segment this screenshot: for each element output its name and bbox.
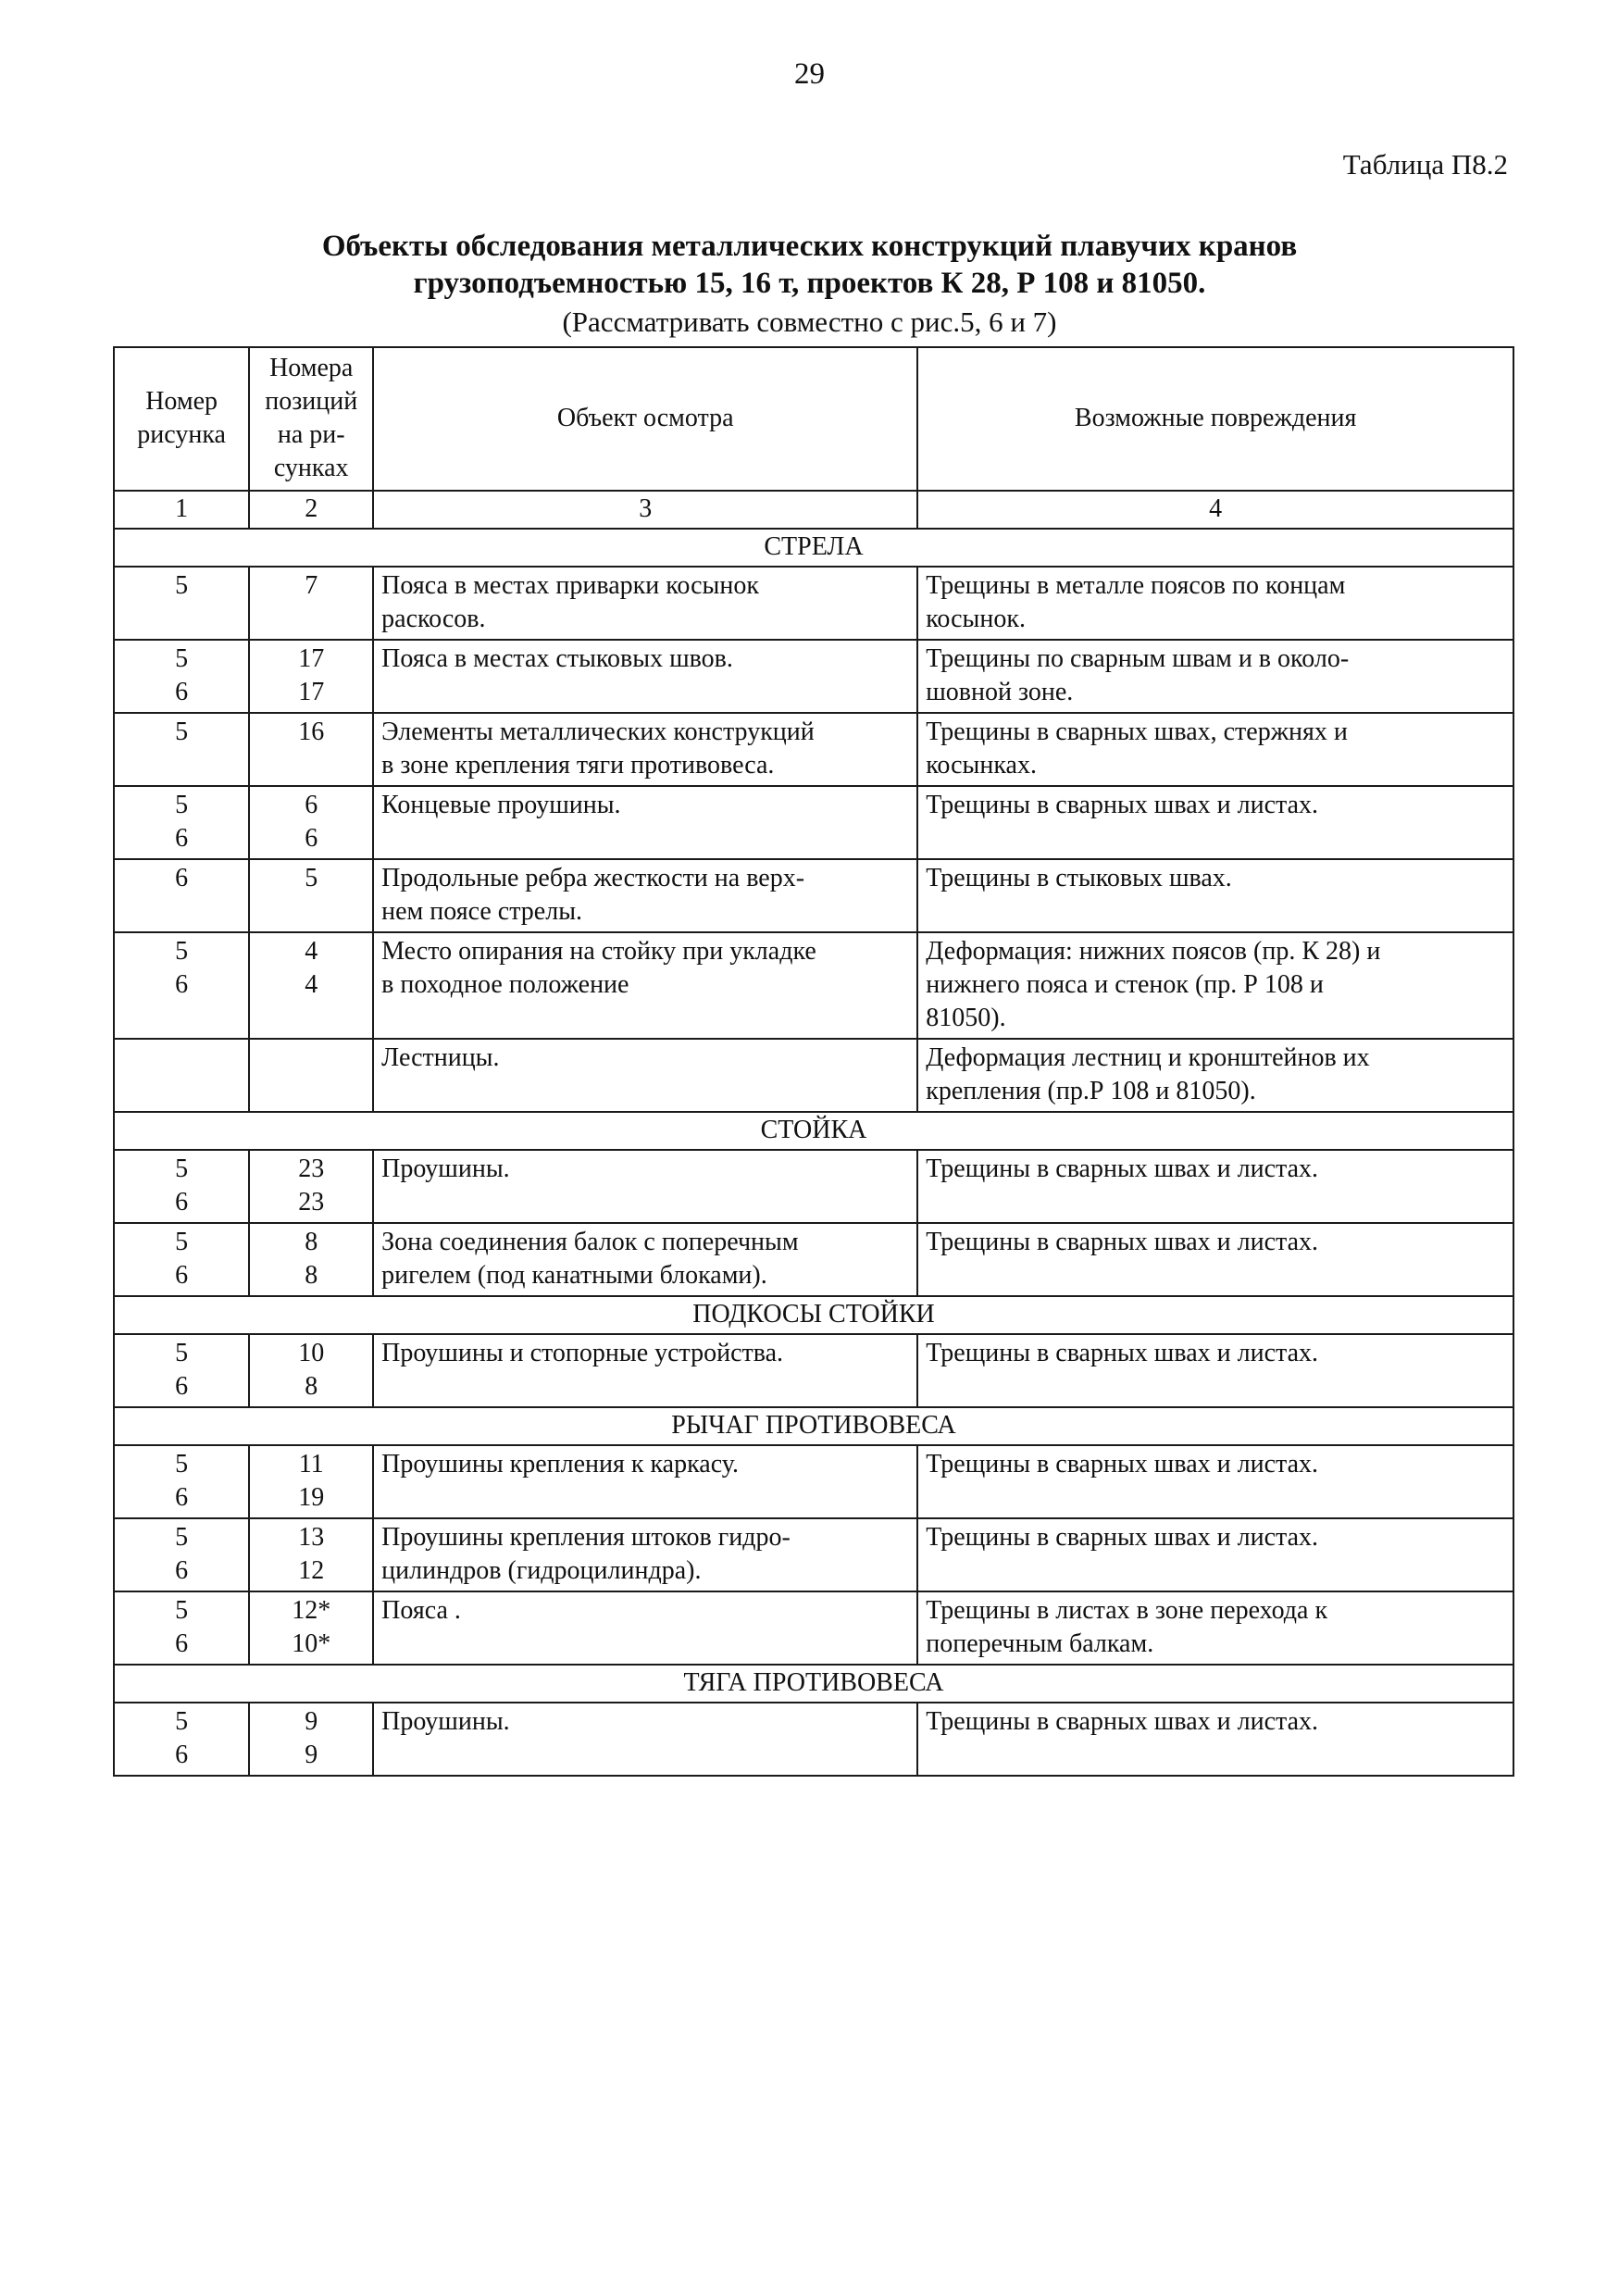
inspection-object-cell: Проушины. <box>373 1150 917 1223</box>
table-row <box>114 1150 1513 1223</box>
figure-number-cell: 5 <box>114 713 249 786</box>
table-row <box>114 1223 1513 1296</box>
possible-damage-cell: Трещины в сварных швах и листах. <box>917 1150 1513 1223</box>
section-row <box>114 1112 1513 1150</box>
table-row <box>114 1703 1513 1776</box>
table-title <box>0 228 1619 302</box>
column-number: 3 <box>373 491 917 529</box>
table-row <box>114 640 1513 713</box>
figure-number-cell: 5 6 <box>114 1150 249 1223</box>
title-line-1: Объекты обследования металлических конструкций плавучих кранов <box>321 230 1298 263</box>
position-number-cell: 23 23 <box>249 1150 373 1223</box>
section-title: РЫЧАГ ПРОТИВОВЕСА <box>114 1407 1513 1445</box>
section-title: ПОДКОСЫ СТОЙКИ <box>114 1296 1513 1334</box>
possible-damage-cell: Трещины в металле поясов по концам косынок. <box>917 567 1513 640</box>
position-number-cell: 5 <box>249 859 373 932</box>
table-row <box>114 932 1513 1039</box>
table-row <box>114 859 1513 932</box>
position-number-cell <box>249 1039 373 1112</box>
header-figure-number: Номер рисунка <box>114 347 249 491</box>
table-row <box>114 786 1513 859</box>
table-row <box>114 1445 1513 1518</box>
table-row <box>114 713 1513 786</box>
inspection-object-cell: Концевые проушины. <box>373 786 917 859</box>
table-subtitle: (Рассматривать совместно с рис.5, 6 и 7) <box>562 306 1057 338</box>
figure-number-cell: 5 6 <box>114 1334 249 1407</box>
inspection-object-cell: Проушины и стопорные устройства. <box>373 1334 917 1407</box>
figure-number-cell: 5 6 <box>114 1591 249 1665</box>
inspection-object-cell: Место опирания на стойку при укладке в походное положение <box>373 932 917 1039</box>
section-title: ТЯГА ПРОТИВОВЕСА <box>114 1665 1513 1703</box>
column-number: 1 <box>114 491 249 529</box>
position-number-cell: 16 <box>249 713 373 786</box>
page-number: 29 <box>794 57 825 91</box>
position-number-cell: 9 9 <box>249 1703 373 1776</box>
header-possible-damage: Возможные повреждения <box>917 347 1513 491</box>
position-number-cell: 7 <box>249 567 373 640</box>
section-row <box>114 1296 1513 1334</box>
figure-number-cell: 6 <box>114 859 249 932</box>
table-body <box>114 529 1513 1776</box>
possible-damage-cell: Трещины в сварных швах, стержнях и косынках. <box>917 713 1513 786</box>
figure-number-cell: 5 6 <box>114 932 249 1039</box>
position-number-cell: 4 4 <box>249 932 373 1039</box>
header-row <box>114 347 1513 491</box>
inspection-object-cell: Лестницы. <box>373 1039 917 1112</box>
table-label: Таблица П8.2 <box>1342 148 1508 181</box>
inspection-object-cell: Продольные ребра жесткости на верх- нем поясе стрелы. <box>373 859 917 932</box>
possible-damage-cell: Трещины по сварным швам и в около- шовной зоне. <box>917 640 1513 713</box>
figure-number-cell: 5 <box>114 567 249 640</box>
possible-damage-cell: Трещины в сварных швах и листах. <box>917 1703 1513 1776</box>
column-number-row <box>114 491 1513 529</box>
inspection-object-cell: Проушины. <box>373 1703 917 1776</box>
figure-number-cell <box>114 1039 249 1112</box>
inspection-object-cell: Проушины крепления штоков гидро- цилиндров (гидроцилиндра). <box>373 1518 917 1591</box>
position-number-cell: 17 17 <box>249 640 373 713</box>
possible-damage-cell: Деформация лестниц и кронштейнов их крепления (пр.Р 108 и 81050). <box>917 1039 1513 1112</box>
figure-number-cell: 5 6 <box>114 640 249 713</box>
table-row <box>114 1334 1513 1407</box>
inspection-object-cell: Пояса в местах приварки косынок раскосов. <box>373 567 917 640</box>
table-row <box>114 1518 1513 1591</box>
position-number-cell: 13 12 <box>249 1518 373 1591</box>
column-number: 4 <box>917 491 1513 529</box>
section-title: СТРЕЛА <box>114 529 1513 567</box>
possible-damage-cell: Трещины в сварных швах и листах. <box>917 1518 1513 1591</box>
figure-number-cell: 5 6 <box>114 1445 249 1518</box>
inspection-object-cell: Проушины крепления к каркасу. <box>373 1445 917 1518</box>
column-number: 2 <box>249 491 373 529</box>
inspection-object-cell: Элементы металлических конструкций в зоне крепления тяги противовеса. <box>373 713 917 786</box>
position-number-cell: 10 8 <box>249 1334 373 1407</box>
title-line-2: грузоподъемностью 15, 16 т, проектов К 28, Р 108 и 81050. <box>413 267 1206 300</box>
figure-number-cell: 5 6 <box>114 1223 249 1296</box>
inspection-object-cell: Пояса в местах стыковых швов. <box>373 640 917 713</box>
possible-damage-cell: Трещины в стыковых швах. <box>917 859 1513 932</box>
possible-damage-cell: Трещины в сварных швах и листах. <box>917 1334 1513 1407</box>
table-row <box>114 1591 1513 1665</box>
position-number-cell: 11 19 <box>249 1445 373 1518</box>
inspection-object-cell: Пояса . <box>373 1591 917 1665</box>
header-inspection-object: Объект осмотра <box>373 347 917 491</box>
possible-damage-cell: Трещины в сварных швах и листах. <box>917 1445 1513 1518</box>
possible-damage-cell: Деформация: нижних поясов (пр. К 28) и нижнего пояса и стенок (пр. Р 108 и 81050). <box>917 932 1513 1039</box>
position-number-cell: 6 6 <box>249 786 373 859</box>
header-position-numbers: Номера позиций на ри- сунках <box>249 347 373 491</box>
position-number-cell: 12* 10* <box>249 1591 373 1665</box>
inspection-table <box>113 346 1514 1777</box>
figure-number-cell: 5 6 <box>114 1703 249 1776</box>
inspection-object-cell: Зона соединения балок с поперечным ригелем (под канатными блоками). <box>373 1223 917 1296</box>
table-row <box>114 567 1513 640</box>
possible-damage-cell: Трещины в листах в зоне перехода к поперечным балкам. <box>917 1591 1513 1665</box>
figure-number-cell: 5 6 <box>114 786 249 859</box>
possible-damage-cell: Трещины в сварных швах и листах. <box>917 786 1513 859</box>
section-title: СТОЙКА <box>114 1112 1513 1150</box>
section-row <box>114 1407 1513 1445</box>
possible-damage-cell: Трещины в сварных швах и листах. <box>917 1223 1513 1296</box>
section-row <box>114 529 1513 567</box>
table-row <box>114 1039 1513 1112</box>
section-row <box>114 1665 1513 1703</box>
figure-number-cell: 5 6 <box>114 1518 249 1591</box>
position-number-cell: 8 8 <box>249 1223 373 1296</box>
